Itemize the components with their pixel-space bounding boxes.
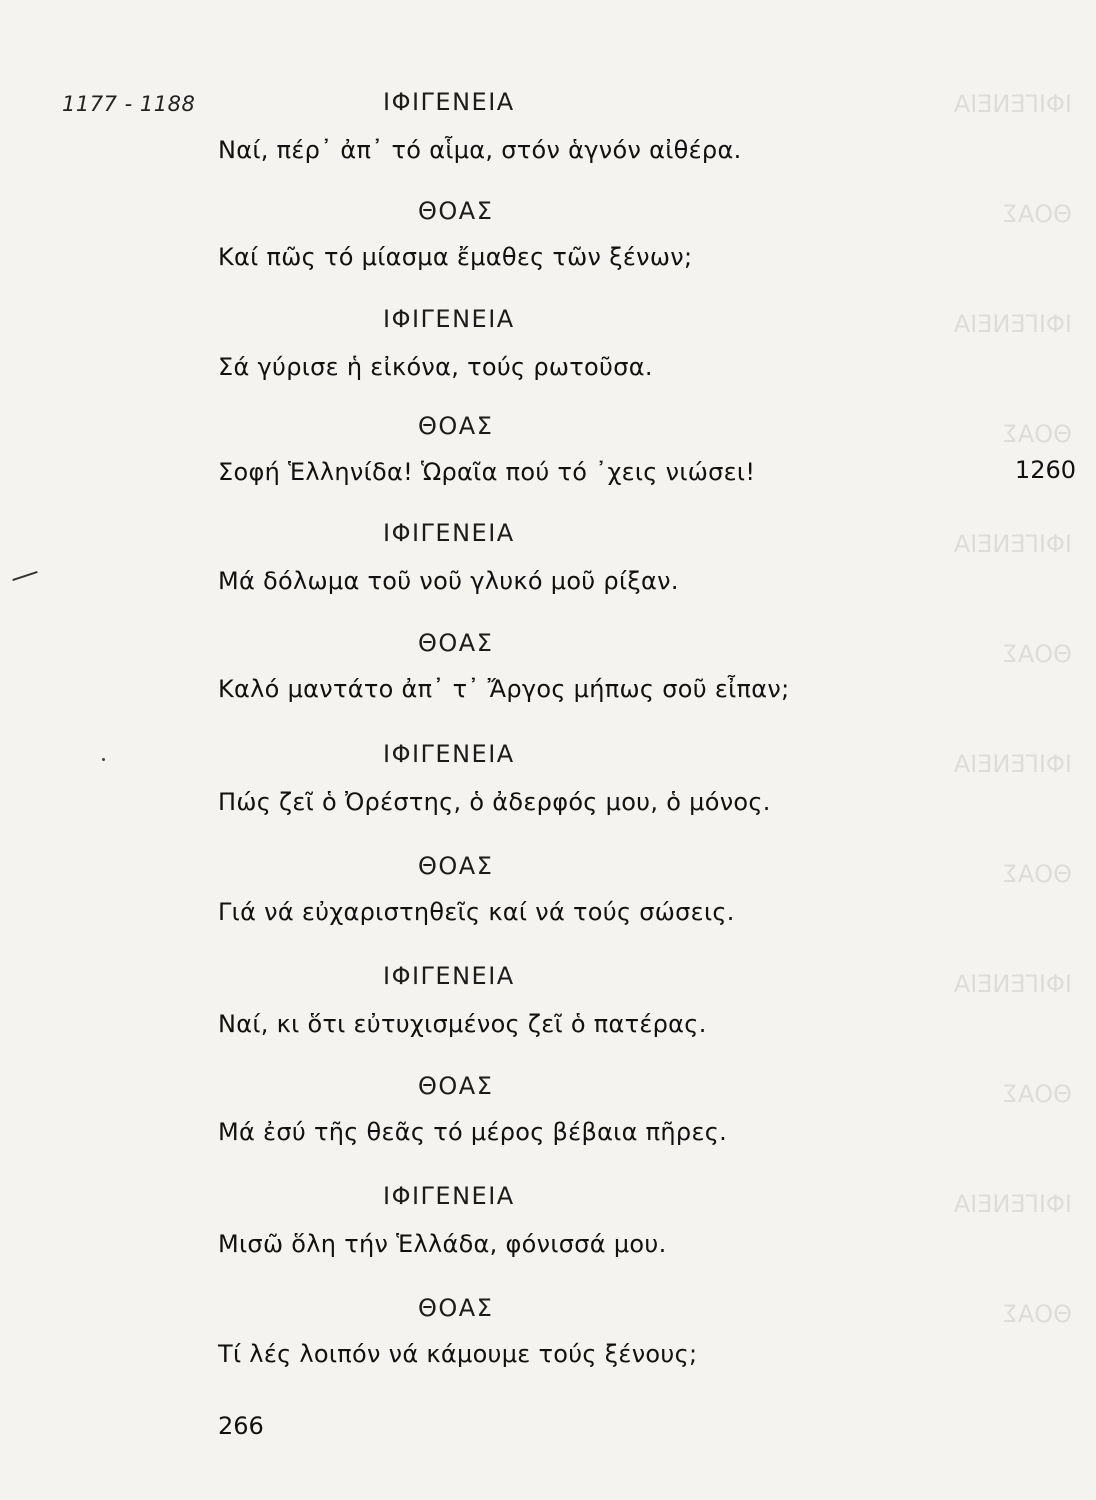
speaker-name: ΙΦΙΓΕΝΕΙΑ (383, 305, 515, 333)
line-reference: 1177 - 1188 (62, 92, 196, 116)
verse-line: Σοφή Ἑλληνίδα! Ὡραῖα πού τό ᾿χεις νιώσει! (218, 458, 756, 486)
speaker-name: ΙΦΙΓΕΝΕΙΑ (383, 962, 515, 990)
margin-dot (102, 758, 105, 761)
verse-line: Γιά νά εὐχαριστηθεῖς καί νά τούς σώσεις. (218, 898, 735, 926)
dialogue-entry (218, 88, 1078, 164)
line-number: 1260 (1014, 456, 1076, 484)
dialogue-entry (218, 1072, 1078, 1146)
verse-line: Μά ἐσύ τῆς θεᾶς τό μέρος βέβαια πῆρες. (218, 1118, 728, 1146)
verse-line: Καί πῶς τό μίασμα ἔμαθες τῶν ξένων; (218, 243, 693, 271)
dialogue-entry (218, 412, 1078, 486)
verse-line: Μισῶ ὅλη τήν Ἑλλάδα, φόνισσά μου. (218, 1230, 667, 1258)
speaker-name: ΘΟΑΣ (418, 1072, 494, 1100)
margin-pen-mark (12, 571, 37, 581)
dialogue-entry (218, 629, 1078, 703)
speaker-name: ΘΟΑΣ (418, 197, 494, 225)
verse-line: Ναί, πέρ᾽ ἀπ᾽ τό αἷμα, στόν ἁγνόν αἰθέρα. (218, 136, 742, 164)
speaker-name: ΙΦΙΓΕΝΕΙΑ (383, 1182, 515, 1210)
speaker-name: ΘΟΑΣ (418, 1294, 494, 1322)
verse-line: Τί λές λοιπόν νά κάμουμε τούς ξένους; (218, 1340, 698, 1368)
speaker-name: ΙΦΙΓΕΝΕΙΑ (383, 88, 515, 116)
verse-line: Ναί, κι ὅτι εὐτυχισμένος ζεῖ ὁ πατέρας. (218, 1010, 707, 1038)
speaker-name: ΘΟΑΣ (418, 412, 494, 440)
dialogue-entry (218, 1294, 1078, 1368)
verse-line: Καλό μαντάτο ἀπ᾽ τ᾽ Ἄργος μήπως σοῦ εἶπαν; (218, 675, 790, 703)
speaker-name: ΘΟΑΣ (418, 852, 494, 880)
verse-line: Σά γύρισε ἡ εἰκόνα, τούς ρωτοῦσα. (218, 353, 653, 381)
dialogue-entry (218, 740, 1078, 816)
dialogue-entry (218, 305, 1078, 381)
bleed-through-text: ΙΦΙΓΕΝΕΙΑ ΘΟΑΣ ΙΦΙΓΕΝΕΙΑ ΘΟΑΣ ΙΦΙΓΕΝΕΙΑ ΘΟΑΣ ΙΦΙΓΕΝΕΙΑ ΘΟΑΣ ΙΦΙΓΕΝΕΙΑ ΘΟΑΣ ΙΦΙΓΕΝΕΙΑ ΘΟΑΣ (953, 90, 1072, 1328)
dialogue-entry (218, 1182, 1078, 1258)
page-number: 266 (218, 1412, 264, 1440)
speaker-name: ΘΟΑΣ (418, 629, 494, 657)
speaker-name: ΙΦΙΓΕΝΕΙΑ (383, 519, 515, 547)
dialogue-entry (218, 519, 1078, 595)
dialogue-entry (218, 852, 1078, 926)
speaker-name: ΙΦΙΓΕΝΕΙΑ (383, 740, 515, 768)
verse-line: Μά δόλωμα τοῦ νοῦ γλυκό μοῦ ρίξαν. (218, 567, 679, 595)
dialogue-entry (218, 197, 1078, 271)
dialogue-entry (218, 962, 1078, 1038)
verse-line: Πώς ζεῖ ὁ Ὀρέστης, ὁ ἀδερφός μου, ὁ μόνος. (218, 788, 771, 816)
